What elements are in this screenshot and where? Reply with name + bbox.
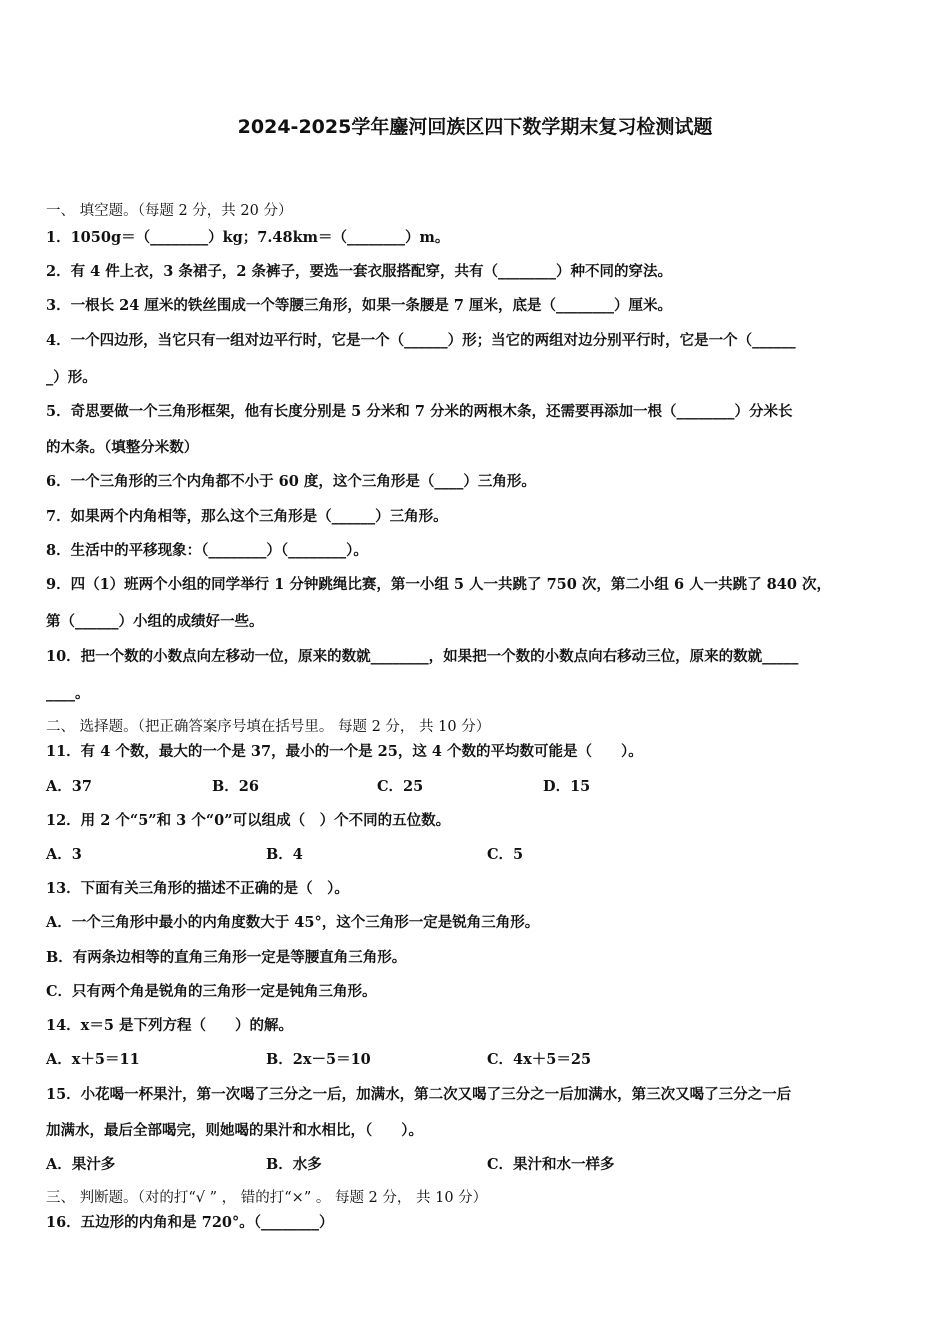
question-2: 2．有 4 件上衣，3 条裙子，2 条裤子，要选一套衣服搭配穿，共有（________）种不同的穿法。 xyxy=(46,263,673,280)
question-15-line2: 加满水，最后全部喝完，则她喝的果汁和水相比，（ ）。 xyxy=(46,1122,423,1139)
option-c: C．25 xyxy=(377,778,424,795)
question-16: 16．五边形的内角和是 720°。（________） xyxy=(46,1214,334,1231)
section-choice-header: 二、 选择题。（把正确答案序号填在括号里。 每题 2 分， 共 10 分） xyxy=(46,719,491,735)
option-b: B．水多 xyxy=(266,1156,322,1173)
option-c: C．4x＋5＝25 xyxy=(487,1051,592,1068)
question-10-line2: ____。 xyxy=(46,685,90,702)
question-9-line1: 9．四（1）班两个小组的同学举行 1 分钟跳绳比赛，第一小组 5 人一共跳了 750 次，第二小组 6 人一共跳了 840 次， xyxy=(46,576,831,593)
question-14: 14．x＝5 是下列方程（ ）的解。 xyxy=(46,1017,293,1034)
question-11: 11．有 4 个数，最大的一个是 37，最小的一个是 25，这 4 个数的平均数可能是（ ）。 xyxy=(46,743,643,760)
option-b: B．2x－5＝10 xyxy=(266,1051,371,1068)
question-13-option-b: B．有两条边相等的直角三角形一定是等腰直角三角形。 xyxy=(46,949,407,966)
question-3: 3．一根长 24 厘米的铁丝围成一个等腰三角形，如果一条腰是 7 厘米，底是（________）厘米。 xyxy=(46,297,673,314)
question-7: 7．如果两个内角相等，那么这个三角形是（______）三角形。 xyxy=(46,508,448,525)
option-a: A．果汁多 xyxy=(46,1156,116,1173)
section-judge-header: 三、 判断题。（对的打“√ ” ， 错的打“×” 。 每题 2 分， 共 10 分） xyxy=(46,1190,488,1206)
question-5-line1: 5．奇思要做一个三角形框架，他有长度分别是 5 分米和 7 分米的两根木条，还需要再添加一根（________）分米长 xyxy=(46,403,793,420)
option-a: A．3 xyxy=(46,846,82,863)
question-13-option-c: C．只有两个角是锐角的三角形一定是钝角三角形。 xyxy=(46,983,377,1000)
page-title: 2024-2025学年鏖河回族区四下数学期末复习检测试题 xyxy=(237,116,713,138)
question-9-line2: 第（______）小组的成绩好一些。 xyxy=(46,613,264,630)
question-1: 1．1050g＝（________）kg；7.48km＝（________）m。 xyxy=(46,229,450,246)
question-13-option-a: A．一个三角形中最小的内角度数大于 45°，这个三角形一定是锐角三角形。 xyxy=(46,914,540,931)
question-8: 8．生活中的平移现象：（________）（________）。 xyxy=(46,542,368,559)
question-5-line2: 的木条。（填整分米数） xyxy=(46,439,199,456)
option-d: D．15 xyxy=(543,778,591,795)
option-b: B．26 xyxy=(212,778,259,795)
option-c: C．果汁和水一样多 xyxy=(487,1156,615,1173)
question-10-line1: 10．把一个数的小数点向左移动一位，原来的数就________，如果把一个数的小数点向右移动三位，原来的数就_____ xyxy=(46,648,799,665)
option-a: A．37 xyxy=(46,778,92,795)
option-c: C．5 xyxy=(487,846,524,863)
question-4-line2: _）形。 xyxy=(46,369,97,386)
question-6: 6．一个三角形的三个内角都不小于 60 度，这个三角形是（____）三角形。 xyxy=(46,473,536,490)
question-12: 12．用 2 个“5”和 3 个“0”可以组成（ ）个不同的五位数。 xyxy=(46,812,451,829)
question-15-line1: 15．小花喝一杯果汁，第一次喝了三分之一后，加满水，第二次又喝了三分之一后加满水，第三次又喝了三分之一后 xyxy=(46,1086,792,1103)
option-b: B．4 xyxy=(266,846,303,863)
question-4-line1: 4．一个四边形，当它只有一组对边平行时，它是一个（______）形；当它的两组对边分别平行时，它是一个（______ xyxy=(46,332,796,349)
option-a: A．x＋5＝11 xyxy=(46,1051,140,1068)
section-fill-header: 一、 填空题。（每题 2 分，共 20 分） xyxy=(46,203,293,219)
question-13: 13．下面有关三角形的描述不正确的是（ ）。 xyxy=(46,880,349,897)
